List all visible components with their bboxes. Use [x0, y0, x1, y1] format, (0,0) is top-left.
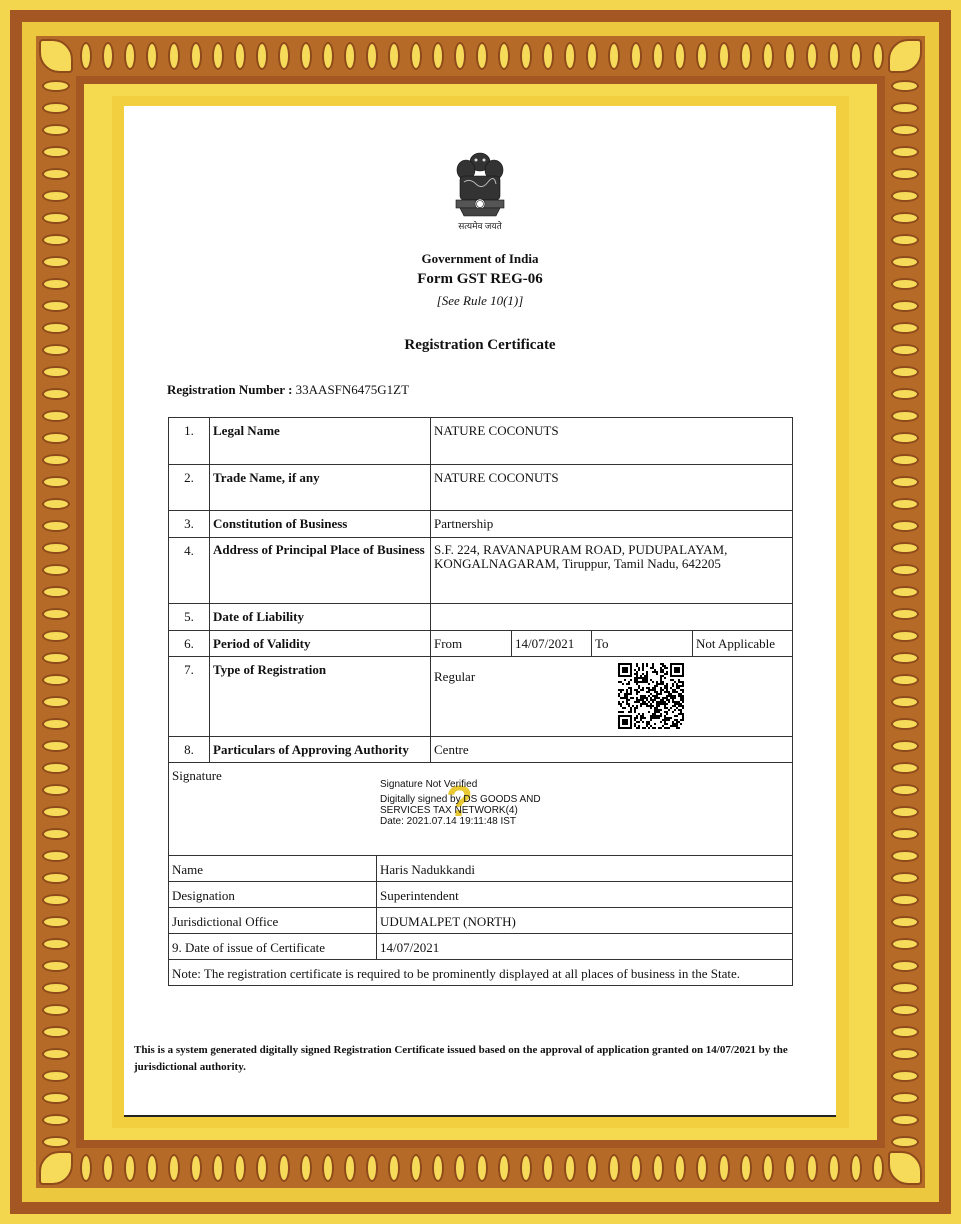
frame-bead — [42, 256, 70, 268]
frame-bead — [740, 42, 752, 70]
frame-bead — [762, 42, 774, 70]
row-number: 1. — [169, 418, 210, 465]
qr-code-icon — [618, 663, 684, 729]
frame-bead — [42, 520, 70, 532]
table-row — [169, 465, 793, 511]
row-label: Trade Name, if any — [210, 465, 431, 511]
frame-bead — [696, 1154, 708, 1182]
frame-bead — [42, 168, 70, 180]
frame-bead — [42, 234, 70, 246]
officer-label: Jurisdictional Office — [169, 908, 377, 934]
frame-bead — [300, 1154, 312, 1182]
frame-bead — [872, 42, 884, 70]
frame-bead — [806, 1154, 818, 1182]
frame-bead — [891, 542, 919, 554]
frame-bead — [891, 1114, 919, 1126]
frame-bead — [891, 850, 919, 862]
frame-bead — [652, 1154, 664, 1182]
frame-corner — [39, 39, 73, 73]
frame-bead — [42, 718, 70, 730]
page-title: Registration Certificate — [404, 337, 556, 353]
frame-bead — [42, 498, 70, 510]
frame-bead — [891, 960, 919, 972]
table-row — [169, 657, 793, 737]
table-row — [169, 960, 793, 986]
validity-to-value: Not Applicable — [693, 631, 793, 657]
frame-bead — [42, 652, 70, 664]
row-value-legal-name: NATURE COCONUTS — [431, 418, 793, 465]
frame-bead — [42, 630, 70, 642]
frame-bead — [891, 718, 919, 730]
frame-bead — [256, 42, 268, 70]
frame-bead — [234, 1154, 246, 1182]
frame-bead — [190, 1154, 202, 1182]
row-value-trade-name: NATURE COCONUTS — [431, 465, 793, 511]
frame-bead — [891, 498, 919, 510]
frame-bead — [891, 806, 919, 818]
frame-bead — [872, 1154, 884, 1182]
frame-bead — [476, 1154, 488, 1182]
row-number: 7. — [169, 657, 210, 737]
frame-bead — [498, 42, 510, 70]
frame-bead — [42, 344, 70, 356]
frame-bead — [410, 1154, 422, 1182]
frame-bead — [42, 410, 70, 422]
registration-number-value: 33AASFN6475G1ZT — [295, 382, 410, 397]
frame-bead — [891, 872, 919, 884]
row-label: Type of Registration — [210, 657, 431, 737]
frame-bead — [42, 1048, 70, 1060]
frame-bead — [42, 80, 70, 92]
frame-bead — [278, 42, 290, 70]
table-row — [169, 631, 793, 657]
frame-bead — [80, 1154, 92, 1182]
frame-corner — [888, 39, 922, 73]
frame-bead — [42, 278, 70, 290]
frame-bead — [586, 42, 598, 70]
frame-bead — [564, 1154, 576, 1182]
frame-bead — [762, 1154, 774, 1182]
frame-bead — [42, 850, 70, 862]
frame-bead — [828, 1154, 840, 1182]
signature-status: Signature Not Verified — [380, 779, 478, 790]
frame-bead — [322, 1154, 334, 1182]
frame-bead — [212, 42, 224, 70]
frame-bead — [784, 42, 796, 70]
frame-bead — [410, 42, 422, 70]
row-label: Date of Liability — [210, 604, 431, 631]
row-label: Period of Validity — [210, 631, 431, 657]
frame-bead — [891, 300, 919, 312]
frame-bead — [891, 168, 919, 180]
frame-bead — [388, 1154, 400, 1182]
frame-bead — [42, 1092, 70, 1104]
frame-bead — [42, 784, 70, 796]
emblem-motto: सत्यमेव जयते — [458, 221, 502, 231]
frame-bead — [891, 410, 919, 422]
frame-bead — [891, 476, 919, 488]
frame-bead — [891, 1070, 919, 1082]
frame-bead — [42, 190, 70, 202]
frame-bead — [42, 146, 70, 158]
validity-from-label: From — [431, 631, 512, 657]
frame-bead — [42, 894, 70, 906]
row-number: 2. — [169, 465, 210, 511]
frame-bead — [891, 652, 919, 664]
frame-bead — [891, 630, 919, 642]
frame-bead — [168, 1154, 180, 1182]
frame-bead — [168, 42, 180, 70]
officer-label: Name — [169, 856, 377, 882]
frame-bead — [42, 938, 70, 950]
frame-bead — [476, 42, 488, 70]
row-label: Constitution of Business — [210, 511, 431, 538]
frame-bead — [891, 520, 919, 532]
row-number: 4. — [169, 538, 210, 604]
government-heading: Government of India — [421, 251, 539, 266]
signature-status-icon: ? — [446, 777, 473, 826]
display-note: Note: The registration certificate is required to be prominently displayed at all places of business in the State. — [169, 960, 793, 986]
row-value-approving-authority: Centre — [431, 737, 793, 763]
certificate-issue-date: 14/07/2021 — [377, 934, 793, 960]
frame-bead — [520, 42, 532, 70]
row-value-registration-type: Regular — [431, 657, 793, 737]
frame-bead — [42, 454, 70, 466]
frame-bead — [366, 42, 378, 70]
form-heading: Form GST REG-06 — [417, 271, 543, 287]
frame-bead — [891, 916, 919, 928]
frame-bead — [891, 80, 919, 92]
frame-bead — [42, 1004, 70, 1016]
table-row — [169, 934, 793, 960]
table-row — [169, 511, 793, 538]
frame-bead — [850, 1154, 862, 1182]
frame-bead — [42, 1136, 70, 1148]
officer-details-table — [168, 855, 793, 986]
frame-bead — [542, 42, 554, 70]
validity-from-value: 14/07/2021 — [512, 631, 592, 657]
frame-bead — [891, 102, 919, 114]
frame-bead — [388, 42, 400, 70]
table-row — [169, 882, 793, 908]
frame-corner — [39, 1151, 73, 1185]
frame-bead — [891, 894, 919, 906]
frame-bead — [146, 42, 158, 70]
frame-bead — [432, 1154, 444, 1182]
frame-bead — [42, 762, 70, 774]
frame-bead — [891, 1048, 919, 1060]
frame-bead — [454, 42, 466, 70]
table-row — [169, 604, 793, 631]
frame-bead — [542, 1154, 554, 1182]
national-emblem-icon — [446, 148, 514, 230]
frame-bead — [454, 1154, 466, 1182]
frame-bead — [891, 740, 919, 752]
frame-bead — [718, 1154, 730, 1182]
frame-bead — [42, 960, 70, 972]
frame-bead — [42, 608, 70, 620]
frame-bead — [630, 1154, 642, 1182]
frame-bead — [146, 1154, 158, 1182]
frame-bead — [891, 256, 919, 268]
row-label: Address of Principal Place of Business — [210, 538, 431, 604]
frame-bead — [740, 1154, 752, 1182]
row-value-date-of-liability — [431, 604, 793, 631]
frame-bead — [891, 564, 919, 576]
frame-bead — [891, 388, 919, 400]
frame-bead — [42, 542, 70, 554]
frame-bead — [630, 42, 642, 70]
frame-bead — [891, 1092, 919, 1104]
table-row — [169, 418, 793, 465]
frame-bead — [344, 1154, 356, 1182]
frame-bead — [674, 1154, 686, 1182]
row-number: 8. — [169, 737, 210, 763]
frame-bead — [102, 1154, 114, 1182]
frame-bead — [891, 234, 919, 246]
registration-number — [167, 382, 409, 398]
frame-bead — [891, 982, 919, 994]
frame-bead — [344, 42, 356, 70]
frame-bead — [891, 828, 919, 840]
digital-signature-block — [380, 779, 541, 827]
frame-bead — [891, 608, 919, 620]
frame-bead — [498, 1154, 510, 1182]
frame-bead — [42, 300, 70, 312]
frame-bead — [42, 432, 70, 444]
frame-bead — [891, 322, 919, 334]
signature-date: Date: 2021.07.14 19:11:48 IST — [380, 816, 517, 827]
frame-bead — [608, 1154, 620, 1182]
frame-bead — [42, 564, 70, 576]
frame-bead — [784, 1154, 796, 1182]
frame-bead — [891, 278, 919, 290]
frame-bead — [891, 696, 919, 708]
frame-bead — [190, 42, 202, 70]
frame-bead — [278, 1154, 290, 1182]
table-row — [169, 538, 793, 604]
frame-bead — [42, 916, 70, 928]
row-label: Legal Name — [210, 418, 431, 465]
frame-bead — [102, 42, 114, 70]
frame-bead — [234, 42, 246, 70]
frame-bead — [42, 476, 70, 488]
frame-bead — [124, 42, 136, 70]
frame-bead — [42, 586, 70, 598]
frame-bead — [300, 42, 312, 70]
frame-bead — [432, 42, 444, 70]
frame-bead — [564, 42, 576, 70]
officer-label: Designation — [169, 882, 377, 908]
officer-jurisdiction: UDUMALPET (NORTH) — [377, 908, 793, 934]
signature-label: Signature — [172, 768, 222, 783]
row-number: 5. — [169, 604, 210, 631]
frame-bead — [674, 42, 686, 70]
frame-bead — [366, 1154, 378, 1182]
frame-bead — [42, 828, 70, 840]
frame-corner — [888, 1151, 922, 1185]
frame-bead — [891, 190, 919, 202]
system-generated-note: This is a system generated digitally signed Registration Certificate issued based on the approval of application granted on 14/07/2021 by the jurisdictional authority. — [134, 1044, 788, 1073]
frame-bead — [828, 42, 840, 70]
frame-bead — [124, 1154, 136, 1182]
signature-signer: Digitally signed by DS GOODS AND — [380, 794, 541, 805]
frame-bead — [891, 762, 919, 774]
frame-bead — [42, 696, 70, 708]
frame-bead — [212, 1154, 224, 1182]
registration-number-label: Registration Number : — [167, 382, 293, 397]
frame-bead — [891, 344, 919, 356]
row-number: 6. — [169, 631, 210, 657]
frame-bead — [806, 42, 818, 70]
frame-bead — [42, 1114, 70, 1126]
frame-bead — [891, 366, 919, 378]
frame-bead — [586, 1154, 598, 1182]
frame-bead — [608, 42, 620, 70]
frame-bead — [718, 42, 730, 70]
frame-bead — [652, 42, 664, 70]
frame-bead — [891, 432, 919, 444]
table-row — [169, 908, 793, 934]
table-row — [169, 737, 793, 763]
frame-bead — [322, 42, 334, 70]
frame-bead — [891, 784, 919, 796]
frame-bead — [42, 740, 70, 752]
frame-bead — [891, 1136, 919, 1148]
frame-bead — [42, 102, 70, 114]
frame-bead — [891, 674, 919, 686]
frame-bead — [42, 212, 70, 224]
frame-bead — [891, 146, 919, 158]
frame-bead — [80, 42, 92, 70]
row-value-constitution: Partnership — [431, 511, 793, 538]
officer-label: 9. Date of issue of Certificate — [169, 934, 377, 960]
frame-bead — [891, 454, 919, 466]
rule-reference: [See Rule 10(1)] — [436, 293, 524, 308]
frame-bead — [891, 124, 919, 136]
frame-bead — [42, 872, 70, 884]
frame-bead — [891, 212, 919, 224]
frame-bead — [42, 806, 70, 818]
frame-bead — [891, 938, 919, 950]
officer-name: Haris Nadukkandi — [377, 856, 793, 882]
frame-bead — [256, 1154, 268, 1182]
frame-bead — [42, 674, 70, 686]
frame-bead — [696, 42, 708, 70]
frame-bead — [42, 982, 70, 994]
frame-bead — [42, 1070, 70, 1082]
row-value-address: S.F. 224, RAVANAPURAM ROAD, PUDUPALAYAM, KONGALNAGARAM, Tiruppur, Tamil Nadu, 642205 — [431, 538, 793, 604]
frame-bead — [891, 1026, 919, 1038]
frame-bead — [42, 1026, 70, 1038]
frame-bead — [850, 42, 862, 70]
frame-bead — [42, 388, 70, 400]
frame-bead — [520, 1154, 532, 1182]
officer-designation: Superintendent — [377, 882, 793, 908]
frame-bead — [891, 1004, 919, 1016]
frame-bead — [42, 322, 70, 334]
row-label: Particulars of Approving Authority — [210, 737, 431, 763]
frame-bead — [891, 586, 919, 598]
table-row — [169, 856, 793, 882]
row-number: 3. — [169, 511, 210, 538]
frame-bead — [42, 366, 70, 378]
signature-signer-org: SERVICES TAX NETWORK(4) — [380, 805, 518, 816]
validity-to-label: To — [592, 631, 693, 657]
frame-bead — [42, 124, 70, 136]
